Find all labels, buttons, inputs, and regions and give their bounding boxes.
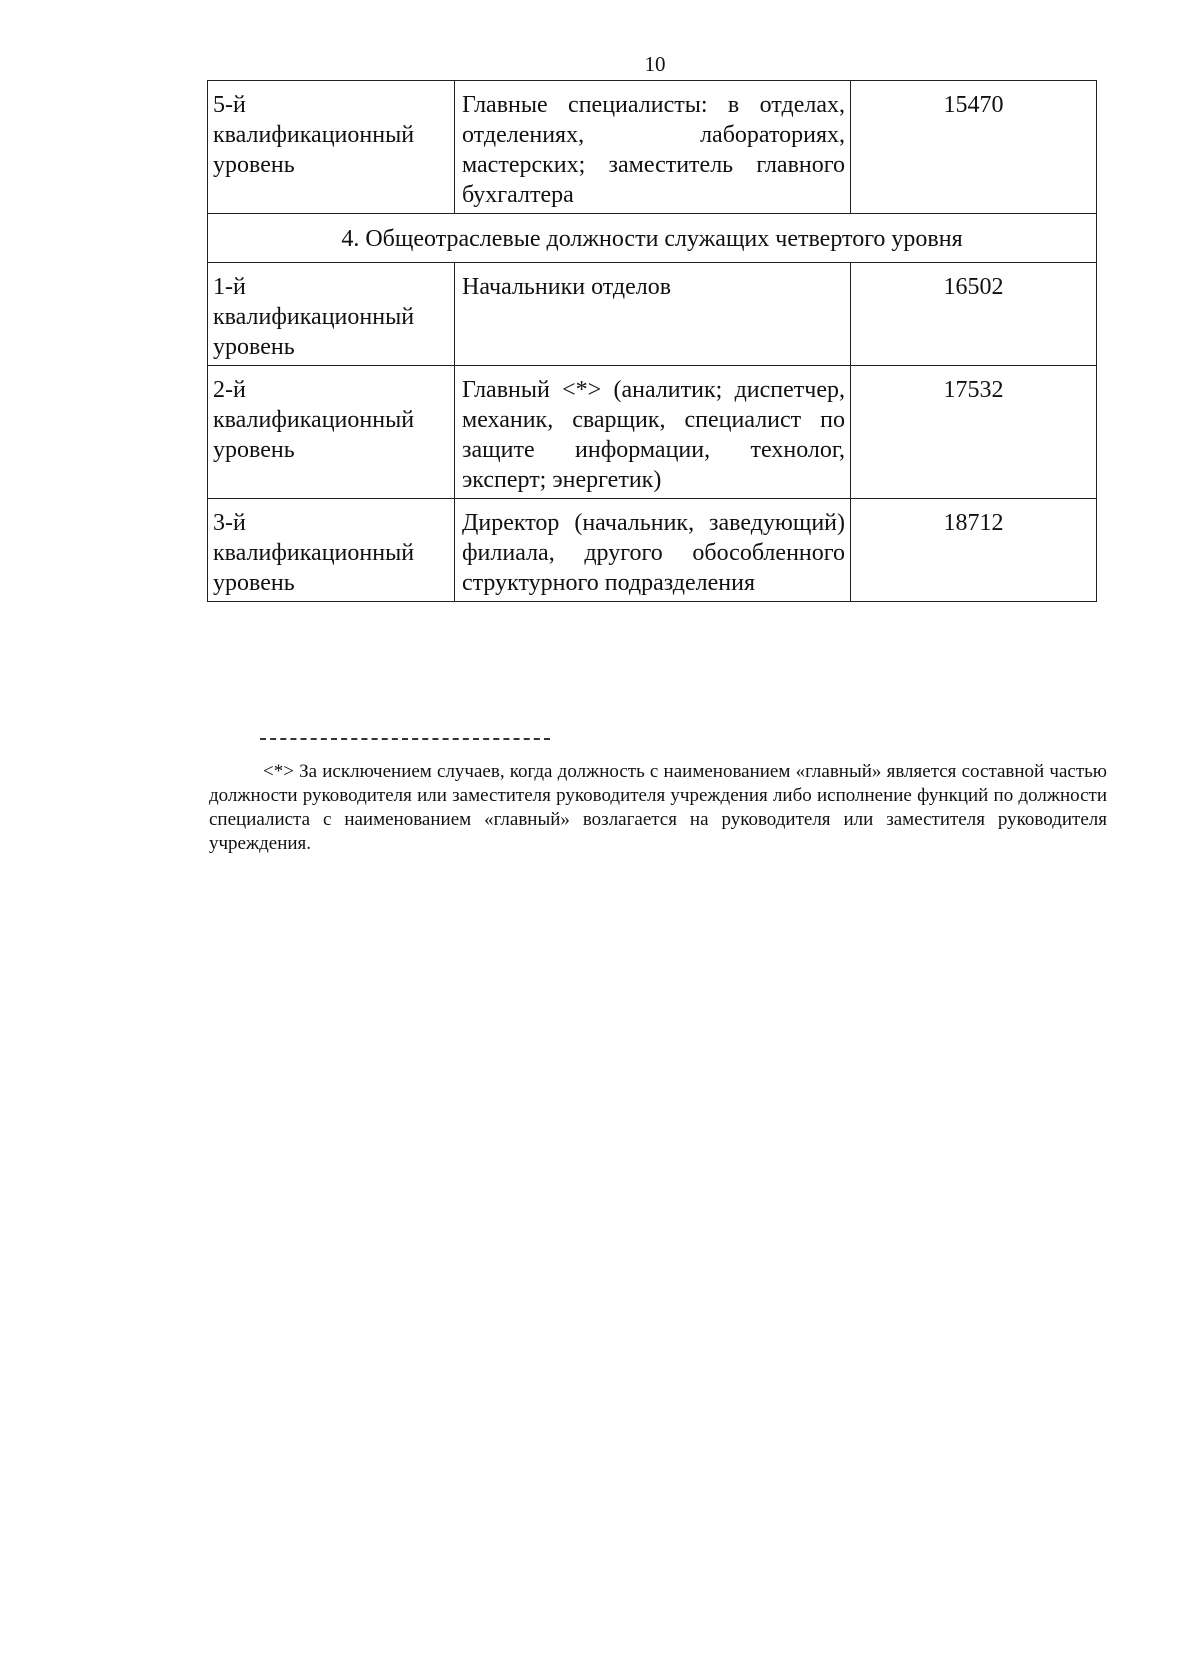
footnote-separator (260, 738, 550, 740)
footnote-text: <*> За исключением случаев, когда должность с наименованием «главный» является составной частью должности руководителя или заместителя руководителя учреждения либо исполнение функций по должности специалиста с наименованием «главный» возлагается на руководителя или заместителя руководителя учреждения. (209, 761, 1107, 854)
table-row (208, 499, 1097, 602)
page-number: 10 (644, 52, 666, 76)
position-description-cell: Директор (начальник, заведующий) филиала, другого обособленного структурного подразделения (455, 499, 851, 602)
qualification-level-cell: 2-й квалификационный уровень (208, 366, 455, 499)
qualification-level-cell: 5-й квалификационный уровень (208, 81, 455, 214)
table-row (208, 366, 1097, 499)
position-description-cell: Главный <*> (аналитик; диспетчер, механик, сварщик, специалист по защите информации, технолог, эксперт; энергетик) (455, 366, 851, 499)
table-row (208, 263, 1097, 366)
qualification-level-cell: 3-й квалификационный уровень (208, 499, 455, 602)
salary-amount-cell: 18712 (851, 499, 1097, 602)
position-description-cell: Начальники отделов (455, 263, 851, 366)
salary-table (207, 80, 1097, 602)
salary-amount-cell: 16502 (851, 263, 1097, 366)
section-title: 4. Общеотраслевые должности служащих четвертого уровня (208, 214, 1097, 263)
section-header-row (208, 214, 1097, 263)
position-description-cell: Главные специалисты: в отделах, отделениях, лабораториях, мастерских; заместитель главного бухгалтера (455, 81, 851, 214)
salary-amount-cell: 17532 (851, 366, 1097, 499)
table-row (208, 81, 1097, 214)
qualification-level-cell: 1-й квалификационный уровень (208, 263, 455, 366)
salary-amount-cell: 15470 (851, 81, 1097, 214)
